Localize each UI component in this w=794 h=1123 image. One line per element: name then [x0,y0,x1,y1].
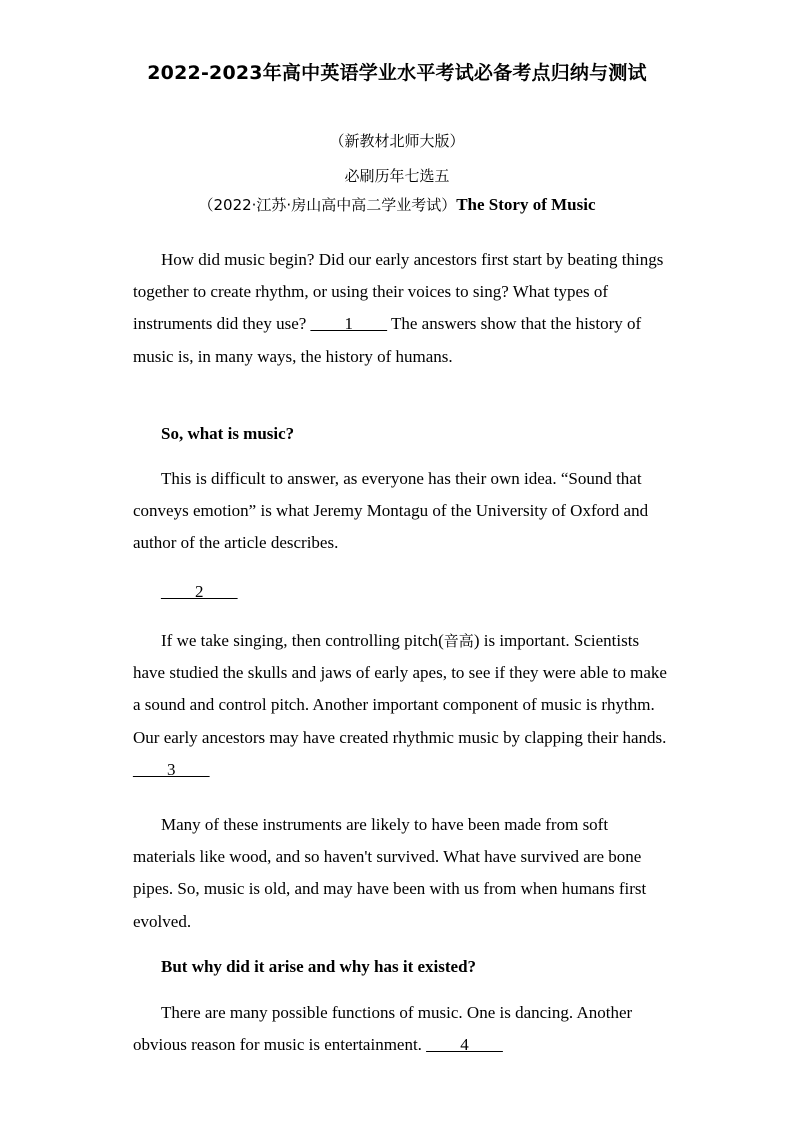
paragraph-1 [133,244,673,373]
paragraph-text: There are many possible functions of music. One is dancing. Another obvious reason for music is entertainment. [133,1003,633,1055]
paragraph-4 [133,625,673,786]
document-subtitle: （新教材北师大版） [329,132,465,150]
paragraph-6 [133,997,673,1061]
paragraph-3 [133,576,673,608]
paragraph-text: This is difficult to answer, as everyone has their own idea. “Sound that conveys emotion” is what Jeremy Montagu of the University of Oxford and author of the article describes. [133,469,649,553]
passage-title: The Story of Music [456,195,596,214]
paragraph-text: The answers show that the history of music is, in many ways, the history of humans. [133,314,642,366]
paragraph-text: ) is important. Scientists have studied the skulls and jaws of early apes, to see if they were able to make a sound and control pitch. Another important component of music is rhythm. Our early ancestors may have created rhythmic music by clapping their hands. [133,631,667,747]
blank-4[interactable]: ____4____ [426,1035,503,1055]
passage-source [0,194,794,217]
paragraph-5 [133,809,673,938]
blank-1[interactable]: ____1____ [310,314,388,334]
paragraph-text: How did music begin? Did our early ancestors first start by beating things together to create rhythm, or using their voices to sing? What types of instruments did they use? [133,250,664,334]
document-title: 2022-2023年高中英语学业水平考试必备考点归纳与测试 [147,62,647,84]
blank-2[interactable]: ____2____ [161,582,238,601]
paragraph-text: Many of these instruments are likely to have been made from soft materials like wood, and so haven't survived. What have survived are bone pipes. So, music is old, and may have been with us from when humans first evolved. [133,815,647,931]
section-heading-2: But why did it arise and why has it existed? [161,957,477,976]
paragraph-text: If we take singing, then controlling pitch( [161,631,444,650]
section-tag: 必刷历年七选五 [344,167,450,185]
exam-source: （2022·江苏·房山高中高二学业考试） [198,196,457,214]
chinese-gloss: 音高 [443,632,474,650]
paragraph-2 [133,463,673,560]
section-heading-1: So, what is music? [161,424,295,443]
blank-3[interactable]: ____3____ [133,759,210,779]
